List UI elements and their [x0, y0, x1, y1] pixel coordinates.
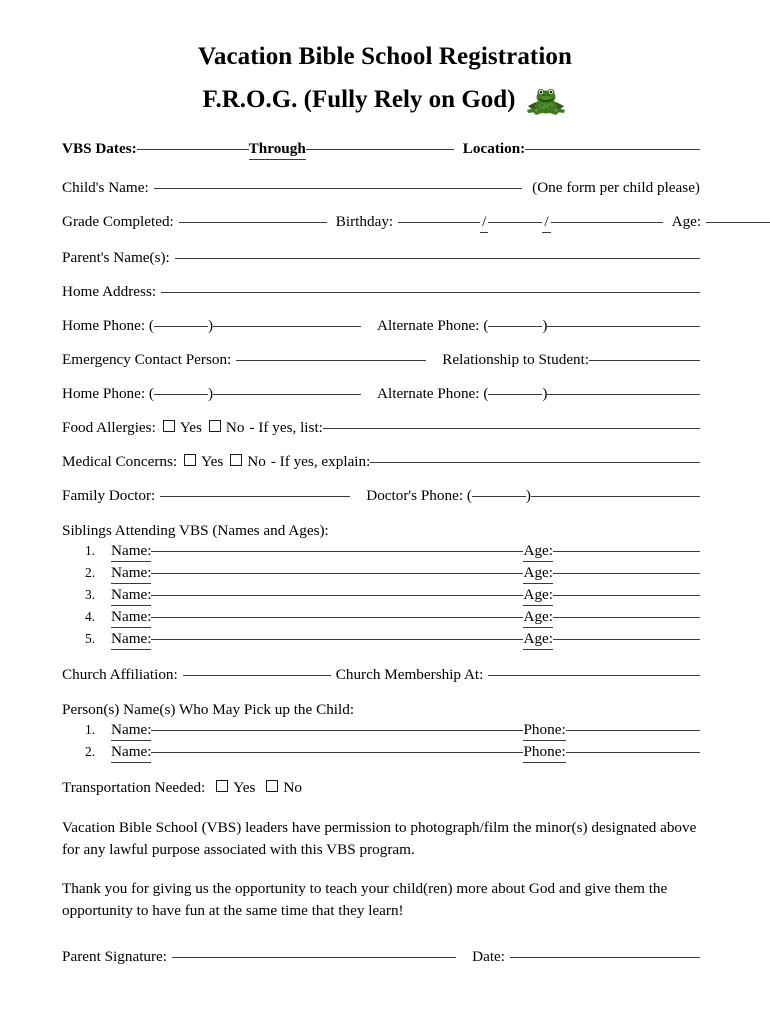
home-phone-paren-close-2: ) [207, 385, 214, 402]
alternate-phone-paren-close-2: ) [542, 385, 548, 402]
sibling-age-input[interactable] [553, 551, 700, 552]
doctors-phone-label: Doctor's Phone: ( [366, 487, 472, 504]
alternate-phone-label-2: Alternate Phone: ( [377, 385, 489, 402]
church-row [62, 666, 700, 684]
birthday-month-input[interactable] [398, 222, 480, 223]
parents-name-row [62, 249, 700, 267]
sibling-age-label: Age: [523, 542, 553, 562]
pickup-phone-input[interactable] [566, 752, 700, 753]
medical-concerns-yes-checkbox[interactable] [184, 454, 196, 466]
location-label: Location: [462, 140, 526, 157]
alternate-phone-area-code-input-2[interactable] [488, 394, 542, 395]
family-doctor-label: Family Doctor: [62, 487, 156, 504]
location-input[interactable] [525, 149, 700, 150]
church-affiliation-input[interactable] [183, 675, 331, 676]
child-name-input[interactable] [154, 188, 522, 189]
home-phone-number-input-2[interactable] [213, 394, 361, 395]
sibling-row-number: 5. [85, 631, 96, 646]
medical-concerns-label: Medical Concerns: [62, 453, 178, 470]
church-membership-input[interactable] [488, 675, 700, 676]
sibling-row-number: 4. [85, 609, 96, 624]
through-label: Through [249, 140, 306, 160]
pickup-row-number: 1. [85, 722, 96, 737]
pickup-name-label: Name: [111, 721, 151, 741]
doctors-phone-area-code-input[interactable] [472, 496, 526, 497]
birthday-separator-2: / [542, 213, 550, 233]
phone-row-2 [62, 385, 700, 403]
sibling-age-input[interactable] [553, 617, 700, 618]
pickup-row [62, 721, 700, 741]
page-subtitle [0, 84, 770, 116]
transportation-row [62, 779, 700, 797]
home-phone-label-2: Home Phone: ( [62, 385, 154, 402]
thank-you-paragraph: Thank you for giving us the opportunity to teach your child(ren) more about God and give them the opportunity to have fun at the same time that they learn! [62, 880, 668, 919]
emergency-contact-label: Emergency Contact Person: [62, 351, 232, 368]
relationship-label: Relationship to Student: [442, 351, 590, 368]
home-phone-area-code-input-2[interactable] [154, 394, 208, 395]
church-membership-label: Church Membership At: [335, 666, 484, 683]
alternate-phone-number-input-2[interactable] [547, 394, 700, 395]
pickup-row [62, 743, 700, 763]
food-allergies-yes-checkbox[interactable] [163, 420, 175, 432]
vbs-dates-label: VBS Dates: [62, 140, 137, 157]
grade-birthday-age-row [62, 213, 700, 233]
family-doctor-row [62, 487, 700, 505]
sibling-row [62, 608, 700, 628]
home-address-row [62, 283, 700, 301]
alternate-phone-area-code-input[interactable] [488, 326, 542, 327]
pickup-phone-label: Phone: [523, 743, 565, 763]
signature-row [62, 948, 700, 966]
food-allergies-label: Food Allergies: [62, 419, 156, 436]
phone-row-1 [62, 317, 700, 335]
date-label: Date: [472, 948, 505, 966]
sibling-age-input[interactable] [553, 573, 700, 574]
medical-concerns-row [62, 453, 700, 471]
family-doctor-input[interactable] [160, 496, 350, 497]
title-block [0, 0, 770, 116]
vbs-start-date-input[interactable] [137, 149, 249, 150]
sibling-age-label: Age: [523, 630, 553, 650]
transportation-no-label: No [283, 779, 302, 796]
sibling-name-label: Name: [111, 542, 151, 562]
sibling-name-input[interactable] [151, 617, 523, 618]
sibling-row [62, 630, 700, 650]
sibling-name-label: Name: [111, 586, 151, 606]
pickup-name-label: Name: [111, 743, 151, 763]
age-label: Age: [671, 213, 702, 230]
food-allergies-no-checkbox[interactable] [209, 420, 221, 432]
birthday-label: Birthday: [335, 213, 394, 230]
page-subtitle-text: F.R.O.G. (Fully Rely on God) [202, 85, 516, 113]
sibling-age-label: Age: [523, 608, 553, 628]
sibling-age-label: Age: [523, 564, 553, 584]
sibling-name-label: Name: [111, 630, 151, 650]
birthday-separator-1: / [480, 213, 488, 233]
vbs-dates-row [62, 140, 700, 160]
sibling-row [62, 542, 700, 562]
photo-permission-paragraph: Vacation Bible School (VBS) leaders have permission to photograph/film the minor(s) designated above for any lawful purpose associated with this VBS program. [62, 819, 697, 858]
pickup-name-input[interactable] [151, 730, 523, 731]
pickup-row-number: 2. [85, 744, 96, 759]
home-phone-area-code-input[interactable] [154, 326, 208, 327]
sibling-name-input[interactable] [151, 639, 523, 640]
medical-concerns-explain-input[interactable] [370, 462, 700, 463]
sibling-row-number: 3. [85, 587, 96, 602]
sibling-name-input[interactable] [151, 595, 523, 596]
home-phone-number-input[interactable] [213, 326, 361, 327]
grade-completed-input[interactable] [179, 222, 327, 223]
birthday-day-input[interactable] [488, 222, 542, 223]
sibling-row-number: 2. [85, 565, 96, 580]
church-affiliation-label: Church Affiliation: [62, 666, 178, 683]
sibling-row [62, 564, 700, 584]
siblings-heading [62, 522, 700, 540]
emergency-contact-input[interactable] [236, 360, 426, 361]
transportation-yes-checkbox[interactable] [216, 780, 228, 792]
parents-name-label: Parent's Name(s): [62, 249, 170, 266]
pickup-phone-input[interactable] [566, 730, 700, 731]
parent-signature-input[interactable] [172, 957, 456, 958]
child-name-label: Child's Name: [62, 179, 149, 196]
sibling-name-input[interactable] [151, 573, 523, 574]
transportation-label: Transportation Needed: [62, 779, 206, 796]
food-allergies-list-input[interactable] [323, 428, 700, 429]
medical-concerns-no-label: No [247, 453, 266, 470]
grade-completed-label: Grade Completed: [62, 213, 174, 230]
home-phone-paren-close: ) [207, 317, 214, 334]
alternate-phone-label: Alternate Phone: ( [377, 317, 489, 334]
pickup-heading-label: Person(s) Name(s) Who May Pick up the Child: [62, 701, 355, 718]
sibling-name-label: Name: [111, 564, 151, 584]
sibling-age-label: Age: [523, 586, 553, 606]
food-allergies-no-label: No [225, 419, 245, 436]
birthday-year-input[interactable] [551, 222, 663, 223]
registration-form [62, 140, 700, 966]
sibling-name-label: Name: [111, 608, 151, 628]
transportation-yes-label: Yes [233, 779, 256, 796]
medical-concerns-if-yes-label: - If yes, explain: [270, 453, 371, 470]
home-address-label: Home Address: [62, 283, 157, 300]
date-input[interactable] [510, 957, 700, 958]
sibling-name-input[interactable] [151, 551, 523, 552]
alternate-phone-paren-close: ) [542, 317, 548, 334]
siblings-heading-label: Siblings Attending VBS (Names and Ages): [62, 522, 329, 539]
vbs-end-date-input[interactable] [306, 149, 454, 150]
sibling-age-input[interactable] [553, 595, 700, 596]
parent-signature-label: Parent Signature: [62, 948, 168, 966]
pickup-phone-label: Phone: [523, 721, 565, 741]
pickup-name-input[interactable] [151, 752, 523, 753]
medical-concerns-yes-label: Yes [201, 453, 224, 470]
one-form-per-child-note: (One form per child please) [532, 179, 700, 196]
medical-concerns-no-checkbox[interactable] [230, 454, 242, 466]
age-input[interactable] [706, 222, 770, 223]
pickup-heading [62, 701, 700, 719]
parents-name-input[interactable] [175, 258, 700, 259]
page-title: Vacation Bible School Registration [197, 43, 573, 70]
food-allergies-yes-label: Yes [179, 419, 202, 436]
home-address-input[interactable] [161, 292, 700, 293]
frog-icon [524, 86, 568, 118]
sibling-row-number: 1. [85, 543, 96, 558]
home-phone-label: Home Phone: ( [62, 317, 154, 334]
doctors-phone-number-input[interactable] [531, 496, 700, 497]
food-allergies-row [62, 419, 700, 437]
sibling-row [62, 586, 700, 606]
food-allergies-if-yes-label: - If yes, list: [249, 419, 323, 436]
sibling-age-input[interactable] [553, 639, 700, 640]
alternate-phone-number-input[interactable] [547, 326, 700, 327]
transportation-no-checkbox[interactable] [266, 780, 278, 792]
doctors-phone-paren-close: ) [525, 487, 531, 504]
relationship-input[interactable] [589, 360, 700, 361]
emergency-contact-row [62, 351, 700, 369]
child-name-row [62, 179, 700, 197]
